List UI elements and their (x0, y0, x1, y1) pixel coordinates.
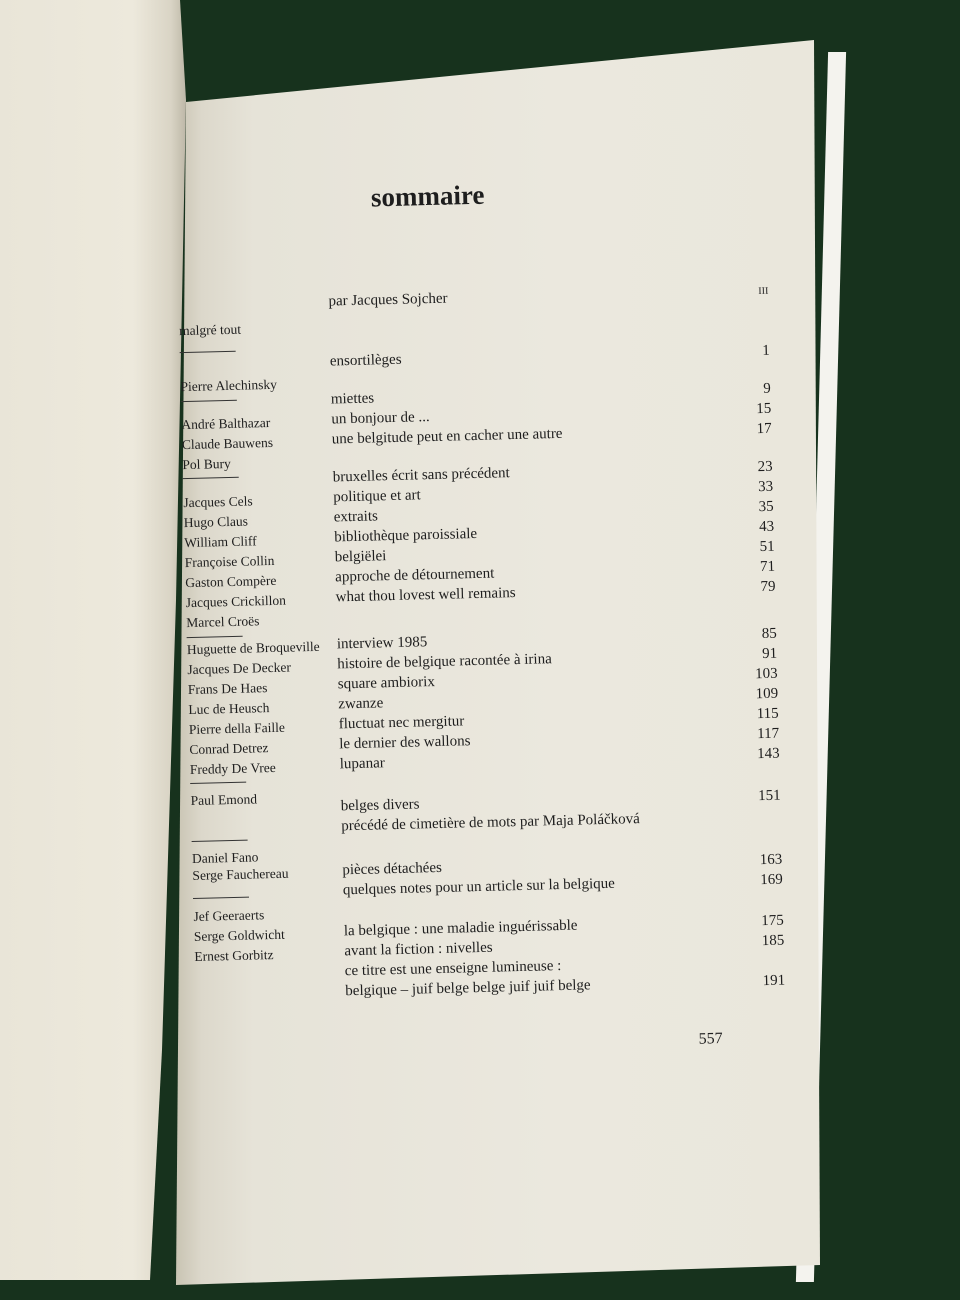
entry-title: précédé de cimetière de mots par Maja Poláčková (341, 811, 641, 835)
entry-author: André Balthazar (181, 414, 271, 433)
entry-author: malgré tout (178, 321, 242, 339)
entry-title: pièces détachées (342, 859, 443, 879)
entry-author: Daniel Fano (191, 849, 259, 867)
entry-page: 17 (756, 420, 772, 438)
entry-title: politique et art (333, 487, 421, 506)
entry-page: 109 (755, 685, 779, 703)
entry-title: lupanar (339, 755, 385, 773)
entry-title: interview 1985 (336, 634, 428, 653)
entry-page: 175 (761, 912, 784, 930)
entry-title: belgique – juif belge belge juif juif belge (345, 977, 591, 1000)
entry-author: Jef Geeraerts (193, 907, 265, 924)
entry-page: 23 (757, 458, 773, 476)
entry-title: un bonjour de ... (331, 409, 430, 428)
entry-title: zwanze (338, 695, 384, 713)
entry-author: Marcel Croës (186, 613, 260, 631)
entry-title: extraits (333, 508, 379, 526)
entry-page: 85 (761, 625, 777, 643)
divider (192, 840, 248, 842)
entry-author: Françoise Collin (184, 552, 275, 571)
entry-title: quelques notes pour un article sur la belgique (342, 875, 615, 899)
entry-author: Claude Bauwens (181, 434, 274, 453)
entry-page: 103 (755, 665, 778, 683)
left-page (0, 0, 190, 1280)
entry-author: Jacques Crickillon (185, 592, 287, 611)
entry-title: avant la fiction : nivelles (344, 939, 493, 960)
entry-author: Jacques Cels (183, 493, 253, 511)
entry-author: Conrad Detrez (189, 740, 269, 758)
entry-page: 115 (756, 705, 779, 723)
entry-title: le dernier des wallons (339, 733, 471, 753)
divider (190, 782, 246, 784)
entry-page: 143 (756, 745, 780, 763)
entry-title: une belgitude peut en cacher une autre (331, 425, 563, 448)
entry-author: Serge Fauchereau (192, 865, 289, 884)
entry-author: Pol Bury (182, 455, 231, 473)
entry-author: Paul Emond (190, 791, 258, 809)
entry-page: 71 (759, 558, 776, 576)
entry-title: ce titre est une enseigne lumineuse : (344, 958, 562, 980)
entry-page: 35 (758, 498, 774, 516)
entry-title: histoire de belgique racontée à irina (337, 651, 552, 673)
entry-author: Pierre Alechinsky (180, 376, 278, 395)
entry-title: belges divers (340, 796, 420, 815)
entry-page: 9 (763, 380, 771, 397)
entry-author: Jacques De Decker (187, 659, 292, 678)
entry-author: Frans De Haes (187, 680, 268, 698)
entry-author: Serge Goldwicht (193, 926, 285, 944)
page-title: sommaire (370, 179, 485, 213)
entry-page: 51 (759, 538, 775, 556)
entry-author: Hugo Claus (183, 513, 249, 531)
entry-title: approche de détournement (335, 565, 495, 586)
entry-author: Gaston Compère (185, 572, 277, 591)
entry-author: Luc de Heusch (188, 700, 270, 718)
entry-title: fluctuat nec mergitur (338, 713, 465, 733)
entry-title: miettes (330, 390, 375, 408)
entry-author: Freddy De Vree (189, 759, 276, 778)
page-number: 557 (698, 1030, 723, 1048)
entry-author: William Cliff (184, 533, 257, 551)
divider (180, 351, 236, 353)
entry-title: la belgique : une maladie inguérissable (343, 917, 578, 940)
entry-page: 163 (759, 851, 783, 869)
entry-author: Pierre della Faille (188, 719, 286, 738)
entry-title: what thou lovest well remains (335, 585, 516, 606)
entry-page: III (758, 285, 769, 298)
entry-page: 169 (760, 871, 783, 889)
entry-page: 15 (756, 400, 772, 418)
entry-title: bibliothèque paroissiale (334, 525, 478, 546)
entry-title: par Jacques Sojcher (328, 290, 448, 310)
entry-author: Huguette de Broqueville (186, 638, 320, 658)
entry-page: 79 (760, 578, 776, 596)
entry-page: 43 (758, 518, 775, 536)
table-of-contents (166, 171, 787, 1048)
entry-title: square ambiorix (337, 674, 436, 693)
entry-page: 117 (757, 725, 780, 743)
entry-author: Ernest Gorbitz (194, 947, 274, 964)
entry-page: 1 (762, 342, 770, 359)
entry-title: bruxelles écrit sans précédent (332, 465, 510, 486)
entry-title: ensortilèges (329, 351, 402, 370)
entry-page: 33 (757, 478, 774, 496)
entry-title: belgiëlei (334, 548, 387, 566)
divider (187, 636, 243, 638)
entry-page: 185 (761, 932, 785, 950)
entry-page: 91 (762, 645, 778, 663)
entry-page: 191 (762, 972, 786, 990)
entry-page: 151 (757, 787, 781, 805)
